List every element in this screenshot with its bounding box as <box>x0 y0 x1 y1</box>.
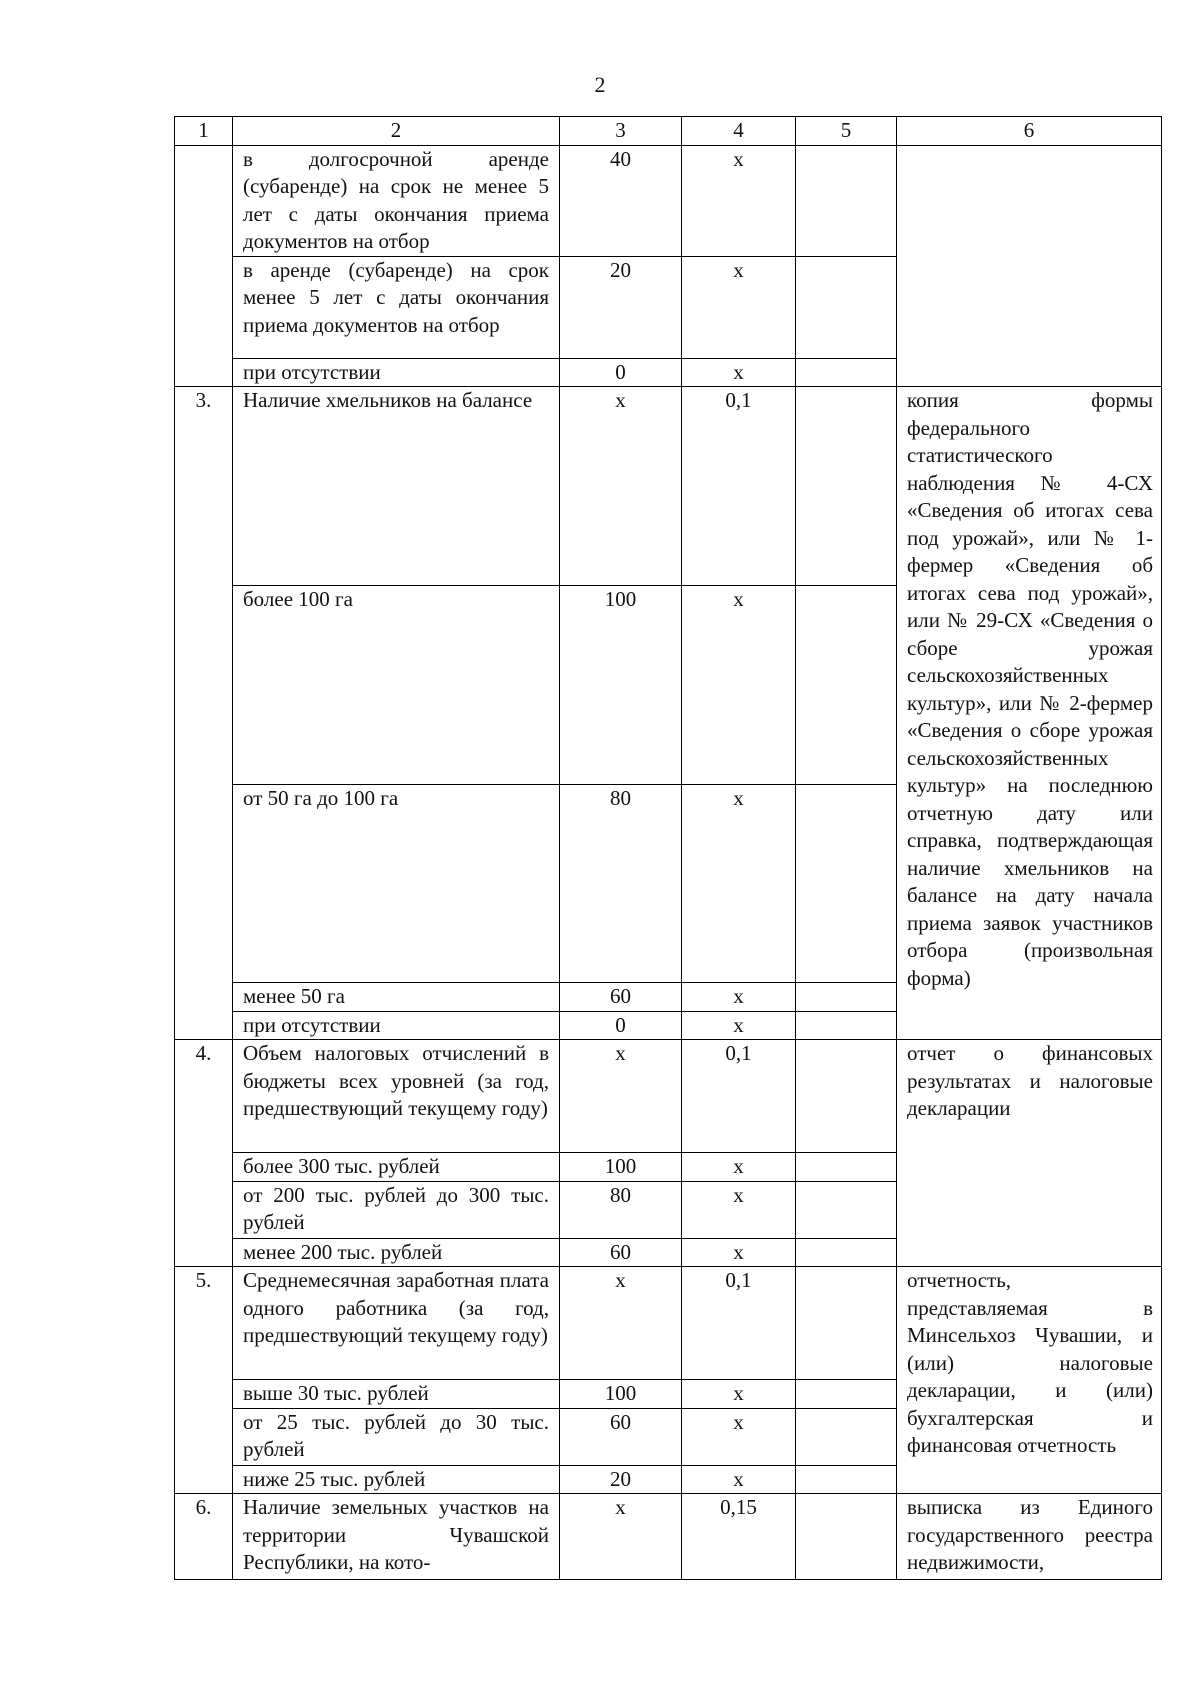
criteria-table <box>174 116 1162 1580</box>
criterion-option-cell: менее 200 тыс. рублей <box>233 1238 560 1267</box>
table-row <box>175 1040 1162 1153</box>
result-cell <box>796 1408 897 1465</box>
result-cell <box>796 1040 897 1153</box>
result-cell <box>796 358 897 387</box>
result-cell <box>796 1380 897 1409</box>
criterion-option-cell: более 300 тыс. рублей <box>233 1153 560 1182</box>
result-cell <box>796 1494 897 1580</box>
weight-cell: 0,1 <box>682 1267 796 1380</box>
result-cell <box>796 1238 897 1267</box>
document-cell: отчетность, представляемая в Минсельхоз Чувашии, и (или) налоговые декларации, и (или) бухгалтерская и финансовая отчетность <box>897 1267 1162 1494</box>
score-cell: 100 <box>560 586 682 785</box>
document-cell: выписка из Единого государственного реестра недвижимости, <box>897 1494 1162 1580</box>
score-cell: 0 <box>560 358 682 387</box>
column-header: 5 <box>796 117 897 146</box>
score-cell: 100 <box>560 1153 682 1182</box>
result-cell <box>796 983 897 1012</box>
criterion-option-cell: от 25 тыс. рублей до 30 тыс. рублей <box>233 1408 560 1465</box>
score-cell: х <box>560 1040 682 1153</box>
result-cell <box>796 1181 897 1238</box>
result-cell <box>796 1011 897 1040</box>
criterion-option-cell: ниже 25 тыс. рублей <box>233 1465 560 1494</box>
table-row <box>175 1267 1162 1380</box>
criterion-number-cell: 4. <box>175 1040 233 1267</box>
result-cell <box>796 145 897 256</box>
column-header: 3 <box>560 117 682 146</box>
weight-cell: х <box>682 1465 796 1494</box>
score-cell: 80 <box>560 785 682 983</box>
weight-cell: х <box>682 785 796 983</box>
page-number: 2 <box>594 72 606 97</box>
criterion-option-cell: в долгосрочной аренде (субаренде) на срок не менее 5 лет с даты окончания приема документов на отбор <box>233 145 560 256</box>
result-cell <box>796 387 897 586</box>
score-cell: 60 <box>560 1408 682 1465</box>
score-cell: х <box>560 387 682 586</box>
criterion-option-cell: от 50 га до 100 га <box>233 785 560 983</box>
weight-cell: х <box>682 1153 796 1182</box>
score-cell: х <box>560 1494 682 1580</box>
result-cell <box>796 1465 897 1494</box>
weight-cell: х <box>682 145 796 256</box>
result-cell <box>796 1267 897 1380</box>
score-cell: 20 <box>560 1465 682 1494</box>
criterion-title-cell: Среднемесячная заработная плата одного работника (за год, предшествующий текущему году) <box>233 1267 560 1380</box>
weight-cell: 0,1 <box>682 1040 796 1153</box>
criterion-option-cell: при отсутствии <box>233 1011 560 1040</box>
criterion-number-cell: 3. <box>175 387 233 1040</box>
weight-cell: х <box>682 1011 796 1040</box>
score-cell: 0 <box>560 1011 682 1040</box>
weight-cell: 0,1 <box>682 387 796 586</box>
result-cell <box>796 785 897 983</box>
score-cell: 40 <box>560 145 682 256</box>
result-cell <box>796 256 897 358</box>
result-cell <box>796 586 897 785</box>
criterion-number-cell <box>175 145 233 387</box>
criterion-title-cell: Наличие земельных участков на территории Чувашской Республики, на кото- <box>233 1494 560 1580</box>
result-cell <box>796 1153 897 1182</box>
weight-cell: х <box>682 1238 796 1267</box>
criterion-number-cell: 5. <box>175 1267 233 1494</box>
column-header: 2 <box>233 117 560 146</box>
table-header-row <box>175 117 1162 146</box>
criterion-number-cell: 6. <box>175 1494 233 1580</box>
weight-cell: 0,15 <box>682 1494 796 1580</box>
document-cell: копия формы федерального статистического наблюдения № 4-СХ «Сведения об итогах сева под урожай», или № 1-фермер «Сведения об итогах сева под урожай», или № 29-СХ «Сведения о сборе урожая сельскохозяйственных культур», или № 2-фермер «Сведения о сборе урожая сельскохозяйственных культур» на последнюю отчетную дату или справка, подтверждающая наличие хмельников на балансе на дату начала приема заявок участников отбора (произвольная форма) <box>897 387 1162 1040</box>
score-cell: 60 <box>560 983 682 1012</box>
weight-cell: х <box>682 358 796 387</box>
score-cell: 80 <box>560 1181 682 1238</box>
weight-cell: х <box>682 983 796 1012</box>
weight-cell: х <box>682 1408 796 1465</box>
criterion-option-cell: более 100 га <box>233 586 560 785</box>
criterion-title-cell: Объем налоговых отчислений в бюджеты всех уровней (за год, предшествующий текущему году) <box>233 1040 560 1153</box>
criterion-option-cell: от 200 тыс. рублей до 300 тыс. рублей <box>233 1181 560 1238</box>
column-header: 1 <box>175 117 233 146</box>
weight-cell: х <box>682 256 796 358</box>
score-cell: х <box>560 1267 682 1380</box>
score-cell: 100 <box>560 1380 682 1409</box>
criterion-option-cell: выше 30 тыс. рублей <box>233 1380 560 1409</box>
score-cell: 60 <box>560 1238 682 1267</box>
column-header: 4 <box>682 117 796 146</box>
weight-cell: х <box>682 586 796 785</box>
document-cell: отчет о финансовых результатах и налоговые декларации <box>897 1040 1162 1267</box>
document-cell <box>897 145 1162 387</box>
table-row <box>175 1494 1162 1580</box>
table-row <box>175 145 1162 256</box>
criterion-option-cell: в аренде (субаренде) на срок менее 5 лет с даты окончания приема документов на отбор <box>233 256 560 358</box>
table-row <box>175 387 1162 586</box>
weight-cell: х <box>682 1380 796 1409</box>
column-header: 6 <box>897 117 1162 146</box>
criterion-option-cell: менее 50 га <box>233 983 560 1012</box>
criterion-option-cell: при отсутствии <box>233 358 560 387</box>
criterion-title-cell: Наличие хмельников на балансе <box>233 387 560 586</box>
weight-cell: х <box>682 1181 796 1238</box>
score-cell: 20 <box>560 256 682 358</box>
